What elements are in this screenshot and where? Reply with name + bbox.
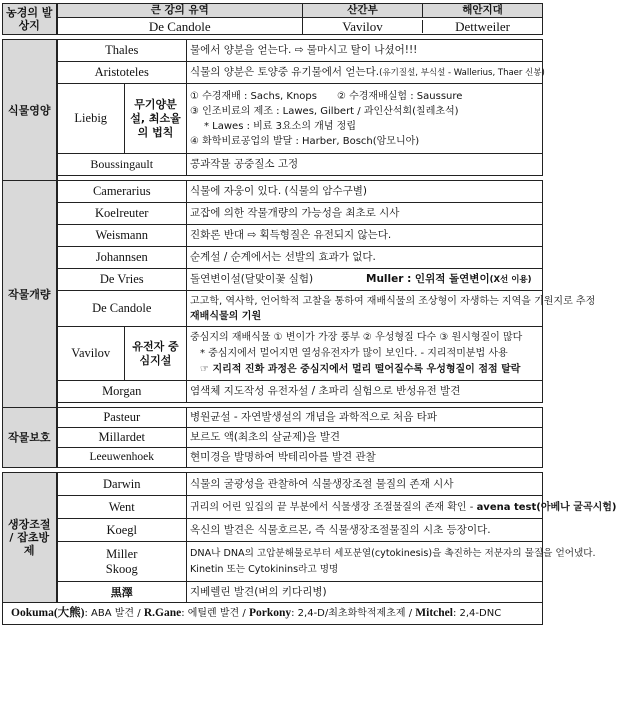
text-weismann: 진화론 반대 ⇨ 획득형질은 유전되지 않는다. <box>187 225 543 247</box>
row-morgan <box>3 381 543 403</box>
row-camerarius <box>3 181 543 203</box>
col2-col3-names <box>303 18 543 35</box>
row-went <box>3 496 543 519</box>
text-millardet: 보르도 액(최초의 살균제)을 발견 <box>187 428 543 448</box>
col3-name: Dettweiler <box>455 18 510 34</box>
agriculture-history-table <box>2 3 617 625</box>
text-kurosawa: 지베렐린 발견(벼의 키다리병) <box>187 582 543 603</box>
decandole-line1: 고고학, 역사학, 언어학적 고찰을 통하여 재배식물의 조상형이 자생하는 지역을 기원지로 추정 <box>190 295 596 307</box>
devries-main: 돌연변이설(달맞이꽃 실험) <box>190 272 314 285</box>
name-went: Went <box>57 496 187 519</box>
name-miller: Miller <box>106 546 138 561</box>
sub-liebig: 무기양분설, 최소율의 법칙 <box>125 84 187 154</box>
footer-gane-text: : 에틸렌 발견 / <box>181 608 249 619</box>
footer-porkony-text: : 2,4-D/최초화학적제초제 / <box>291 608 416 619</box>
row-decandole <box>3 291 543 327</box>
name-koegl: Koegl <box>57 519 187 542</box>
col3-title: 해안지대 <box>462 4 503 16</box>
aristoteles-note: (유기질설, 부식설 - Wallerius, Thaer 신봉) <box>379 67 545 78</box>
row-vavilov <box>3 327 543 381</box>
col1-title: 큰 강의 유역 <box>57 4 303 18</box>
row-boussingault <box>3 154 543 176</box>
name-aristoteles: Aristoteles <box>57 62 187 84</box>
liebig-line4: ④ 화학비료공업의 발달 : Harber, Bosch(암모니아) <box>190 135 420 147</box>
name-boussingault: Boussingault <box>57 154 187 176</box>
col2-name: Vavilov <box>303 20 423 33</box>
text-darwin: 식물의 굴광성을 관찰하여 식물생장조절 물질의 존재 시사 <box>187 473 543 496</box>
row-kurosawa <box>3 582 543 603</box>
text-liebig <box>187 84 543 154</box>
sub-vavilov: 유전자 중심지설 <box>125 327 187 381</box>
text-morgan: 염색체 지도작성 유전자설 / 초파리 실험으로 반성유전 발견 <box>187 381 543 403</box>
text-thales: 물에서 양분을 얻는다. ⇨ 물마시고 탈이 나셨어!!! <box>187 40 543 62</box>
row-koelreuter <box>3 203 543 225</box>
text-leeuwenhoek: 현미경을 발명하여 박테리아를 발견 관찰 <box>187 448 543 468</box>
name-decandole: De Candole <box>57 291 187 327</box>
text-camerarius: 식물에 자웅이 있다. (식물의 암수구별) <box>187 181 543 203</box>
name-koelreuter: Koelreuter <box>57 203 187 225</box>
footer-ookuma-text: : ABA 발견 / <box>84 608 144 619</box>
text-boussingault: 콩과작물 공중질소 고정 <box>187 154 543 176</box>
text-miller-skoog <box>187 542 596 582</box>
text-vavilov <box>187 327 543 381</box>
footer-mitchel-name: Mitchel <box>415 607 453 619</box>
name-millardet: Millardet <box>57 428 187 448</box>
row-pasteur <box>3 408 543 428</box>
miller-line2: Kinetin 또는 Cytokinins라고 명명 <box>190 563 339 575</box>
footer-discoveries <box>3 603 543 625</box>
text-johannsen: 순계설 / 순계에서는 선발의 효과가 없다. <box>187 247 543 269</box>
vavilov-line3: ☞ 지리적 진화 과정은 중심지에서 멀리 떨어질수록 우성형질이 점점 탈락 <box>200 363 521 375</box>
name-johannsen: Johannsen <box>57 247 187 269</box>
vavilov-line2: * 중심지에서 멀어지면 열성유전자가 많이 보인다. - 지리적미분법 사용 <box>200 347 508 359</box>
footer-ookuma-name: Ookuma(大熊) <box>11 607 85 619</box>
section-nutrition: 식물영양 <box>3 40 57 181</box>
name-skoog: Skoog <box>105 561 138 576</box>
vavilov-line1: 중심지의 재배식물 ① 변이가 가장 풍부 ② 우성형질 다수 ③ 원시형질이 많다 <box>190 331 523 343</box>
devries-muller-note: (X선 이용) <box>489 274 532 285</box>
footer-gane-name: R.Gane <box>143 607 182 619</box>
went-main: 귀리의 어린 잎집의 끝 부분에서 식물생장 조절물질의 존재 확인 - <box>190 501 477 513</box>
text-devries <box>187 269 543 291</box>
row-leeuwenhoek <box>3 448 543 468</box>
went-avena: avena test(아베나 굴곡시험) <box>476 501 617 513</box>
liebig-line3: * Lawes : 비료 3요소의 개념 정립 <box>204 120 356 132</box>
text-went <box>187 496 617 519</box>
name-camerarius: Camerarius <box>57 181 187 203</box>
row-darwin <box>3 473 543 496</box>
liebig-line1b: ② 수경재배실험 : Saussure <box>336 90 463 102</box>
name-thales: Thales <box>57 40 187 62</box>
row-miller-skoog <box>3 542 543 582</box>
row-devries <box>3 269 543 291</box>
name-miller-skoog <box>57 542 187 582</box>
name-darwin: Darwin <box>57 473 187 496</box>
row-millardet <box>3 428 543 448</box>
section-protection: 작물보호 <box>3 408 57 468</box>
footer-mitchel-text: : 2,4-DNC <box>452 608 502 619</box>
text-koelreuter: 교잡에 의한 작물개량의 가능성을 최초로 시사 <box>187 203 543 225</box>
devries-muller: Muller : 인위적 돌연변이 <box>366 272 490 285</box>
name-leeuwenhoek: Leeuwenhoek <box>57 448 187 468</box>
liebig-line2: ③ 인조비료의 제조 : Lawes, Gilbert / 과인산석회(칠레초석) <box>190 105 459 117</box>
row-liebig <box>3 84 543 154</box>
text-decandole <box>187 291 596 327</box>
name-pasteur: Pasteur <box>57 408 187 428</box>
footer-porkony-name: Porkony <box>248 607 292 619</box>
name-morgan: Morgan <box>57 381 187 403</box>
text-pasteur: 병원균설 - 자연발생설의 개념을 과학적으로 처음 타파 <box>187 408 543 428</box>
row-koegl <box>3 519 543 542</box>
text-koegl: 옥신의 발견은 식물호르몬, 즉 식물생장조절물질의 시초 등장이다. <box>187 519 543 542</box>
liebig-line1a: ① 수경재배 : Sachs, Knops <box>190 90 317 102</box>
row-weismann <box>3 225 543 247</box>
miller-line1: DNA나 DNA의 고압분해물로부터 세포분열(cytokinesis)을 촉진하는 저분자의 물질을 얻어냈다. <box>190 547 596 559</box>
name-devries: De Vries <box>57 269 187 291</box>
name-liebig: Liebig <box>57 84 125 154</box>
text-aristoteles <box>187 62 543 84</box>
col2-title: 산간부 <box>303 4 423 17</box>
row-footer-discoveries <box>3 603 543 625</box>
col1-name: De Candole <box>57 18 303 35</box>
section-breeding: 작물개량 <box>3 181 57 408</box>
header-row-names <box>3 18 543 35</box>
aristoteles-main: 식물의 양분은 토양중 유기물에서 얻는다. <box>190 65 380 78</box>
decandole-line2: 재배식물의 기원 <box>190 310 262 322</box>
row-johannsen <box>3 247 543 269</box>
row-aristoteles <box>3 62 543 84</box>
col2-col3-titles <box>303 4 543 18</box>
header-row-titles <box>3 4 543 18</box>
origin-label: 농경의 발상지 <box>3 4 57 35</box>
name-vavilov: Vavilov <box>57 327 125 381</box>
section-growth: 생장조절 / 잡초방제 <box>3 473 57 603</box>
row-thales <box>3 40 543 62</box>
name-kurosawa: 黒澤 <box>57 582 187 603</box>
name-weismann: Weismann <box>57 225 187 247</box>
